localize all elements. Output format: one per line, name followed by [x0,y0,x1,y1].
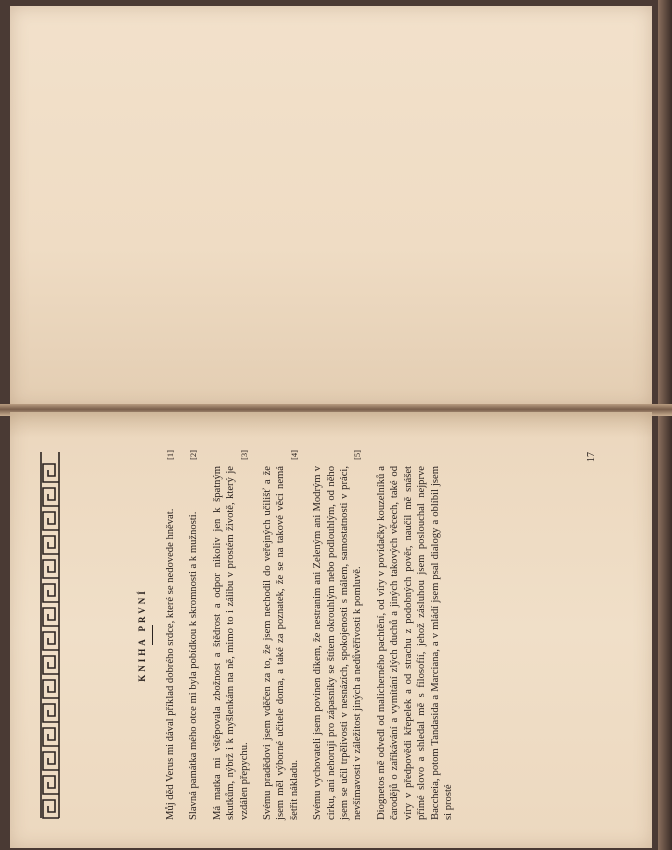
ornament-segment [43,608,59,626]
ornament-segment [43,656,59,674]
paragraph-text: Diognetos mě odvedl od malicherného pachtění, od víry v povídačky kouzelníků a čarodějů o zaříkávání a vymítání zlých duchů a jiných takových věcech, také od víry v předpovědi křepelek a od strachu z podobných pověr, naučil mě snášet přímé slovo a shledal mě s filosofií, jehož zásluhou jsem poslouchal nejprve Baccheia, potom Tandasida a Marciana, a v mládí jsem psal dialogy a oblíbil jsem si prosté [375,466,454,820]
paragraph-text: Svému pradědovi jsem vděčen za to, že jsem nechodil do veřejných učilišť a že jsem měl výborné učitele doma, a také za poznatek, že se na takové věci nemá šetřit nákladu. [262,466,300,820]
paragraph-6 [375,450,455,820]
ornament-segment [43,584,59,602]
paragraph-number: [5] [352,450,363,460]
paragraph-text: Slavná památka mého otce mi byla pobídkou k skromnosti a k mužnosti. [188,511,200,820]
paragraph-4 [261,450,301,820]
ornament-segment [43,800,59,818]
book-edge [658,0,672,850]
paragraph-2 [187,450,200,820]
greek-key-ornament [40,450,62,820]
paragraphs [164,450,465,820]
ornament-segment [43,776,59,794]
page-number: 17 [586,452,597,462]
ornament-segment [43,680,59,698]
ornament-segment [43,752,59,770]
paragraph-number: [4] [288,450,299,460]
ornament-segment [43,632,59,650]
ornament-segment [43,512,59,530]
ornament-segment [43,728,59,746]
paragraph-text: Svému vychovateli jsem povinen díkem, že nestranim ani Zeleným ani Modrým v cirku, ani nehoruji pro zápasníky se štítem okrouhlým nebo podlouhlým, od něho jsem se učil trpělivosti v nesnázích, spokojenosti s málem, samostatnosti v práci, nevšímavosti v záležitost jiných a nedůvěřivosti k pomluvě. [312,466,364,820]
paragraph-1 [164,450,177,820]
chapter-heading: KNIHA PRVNÍ [137,588,147,682]
ornament-segment [43,488,59,506]
blank-page [10,6,652,408]
paragraph-5 [311,450,365,820]
ornament-segment [43,536,59,554]
ornament-segment [43,560,59,578]
paragraph-text: Můj děd Verus mi dával příklad dobrého srdce, které se nedovede hněvat. [165,508,176,820]
paragraph-number: [2] [188,450,199,460]
page-text-block [40,450,597,820]
heading-rule [152,625,153,645]
paragraph-3 [211,450,251,820]
paragraph-number: [1] [165,450,175,460]
paragraph-text: Má matka mi vštěpovala zbožnost a štědrost a odpor nikoliv jen k špatným skutkům, nýbrž i k myšlenkám na ně, mimo to i zálibu v prostém životě, který je vzdálen přepychu. [211,466,250,820]
ornament-segment [43,704,59,722]
ornament-segment [43,464,59,482]
paragraph-number: [3] [238,450,249,460]
